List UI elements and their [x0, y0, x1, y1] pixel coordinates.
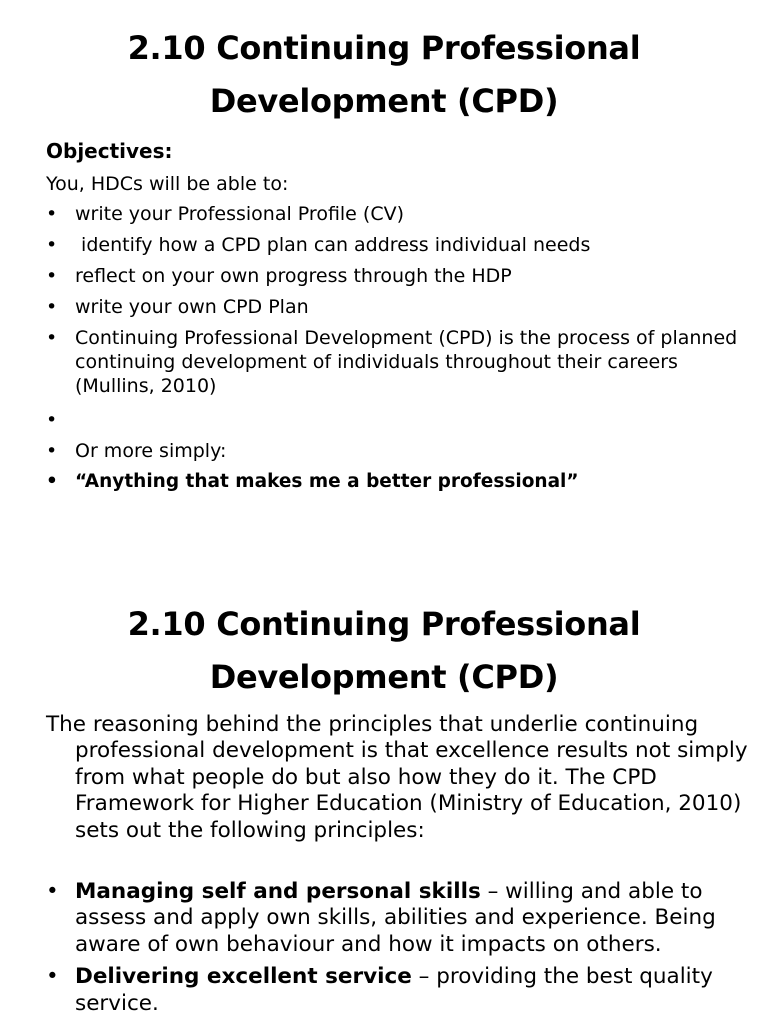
principles-list	[46, 879, 726, 1023]
title-line-2: Development (CPD)	[209, 658, 559, 696]
list-item	[46, 879, 726, 958]
list-item: • Continuing Professional Development (CPD) is the process of planned continuing development of individuals throughout their careers (Mullins, 2010)	[46, 327, 738, 397]
bullet-icon: •	[46, 327, 58, 349]
list-item: • identify how a CPD plan can address individual needs	[46, 234, 591, 256]
bullet-icon: •	[46, 964, 59, 990]
objectives-heading: Objectives:	[46, 139, 173, 163]
title-line-1: 2.10 Continuing Professional	[127, 29, 641, 67]
list-item: • write your own CPD Plan	[46, 296, 309, 318]
bullet-icon: •	[46, 296, 58, 318]
reasoning-paragraph: The reasoning behind the principles that underlie continuing professional development is that excellence results not simply from what people do but also how they do it. The CPD Framework for Higher Education (Ministry of Education, 2010) sets out the following principles:	[46, 712, 748, 843]
list-item-quote: • “Anything that makes me a better professional”	[46, 471, 579, 492]
slide-title	[0, 598, 768, 704]
bullet-icon: •	[46, 234, 58, 256]
bullet-icon: •	[46, 409, 58, 431]
intro-line: You, HDCs will be able to:	[46, 173, 289, 195]
principle-description: – willing and able to assess and apply own skills, abilities and experience. Being aware of own behaviour and how it impacts on others.	[75, 879, 716, 957]
bullet-icon: •	[46, 265, 58, 287]
list-item: • write your Professional Profile (CV)	[46, 203, 405, 225]
slide-title	[0, 22, 768, 128]
bullet-icon: •	[46, 879, 59, 904]
slide-principles	[0, 588, 768, 1024]
list-item	[46, 964, 726, 1017]
list-item: • Or more simply:	[46, 440, 227, 462]
list-item-empty	[46, 408, 746, 432]
principle-term: Delivering excellent service	[75, 964, 412, 990]
title-line-2: Development (CPD)	[209, 82, 559, 120]
objectives-list	[46, 202, 746, 501]
principle-description: – providing the best quality service.	[75, 964, 713, 1016]
list-item: • reflect on your own progress through the HDP	[46, 265, 512, 287]
bullet-icon: •	[46, 440, 58, 462]
bullet-icon: •	[46, 203, 58, 225]
principle-term: Managing self and personal skills	[75, 879, 481, 904]
title-line-1: 2.10 Continuing Professional	[127, 605, 641, 643]
bullet-icon: •	[46, 471, 58, 492]
